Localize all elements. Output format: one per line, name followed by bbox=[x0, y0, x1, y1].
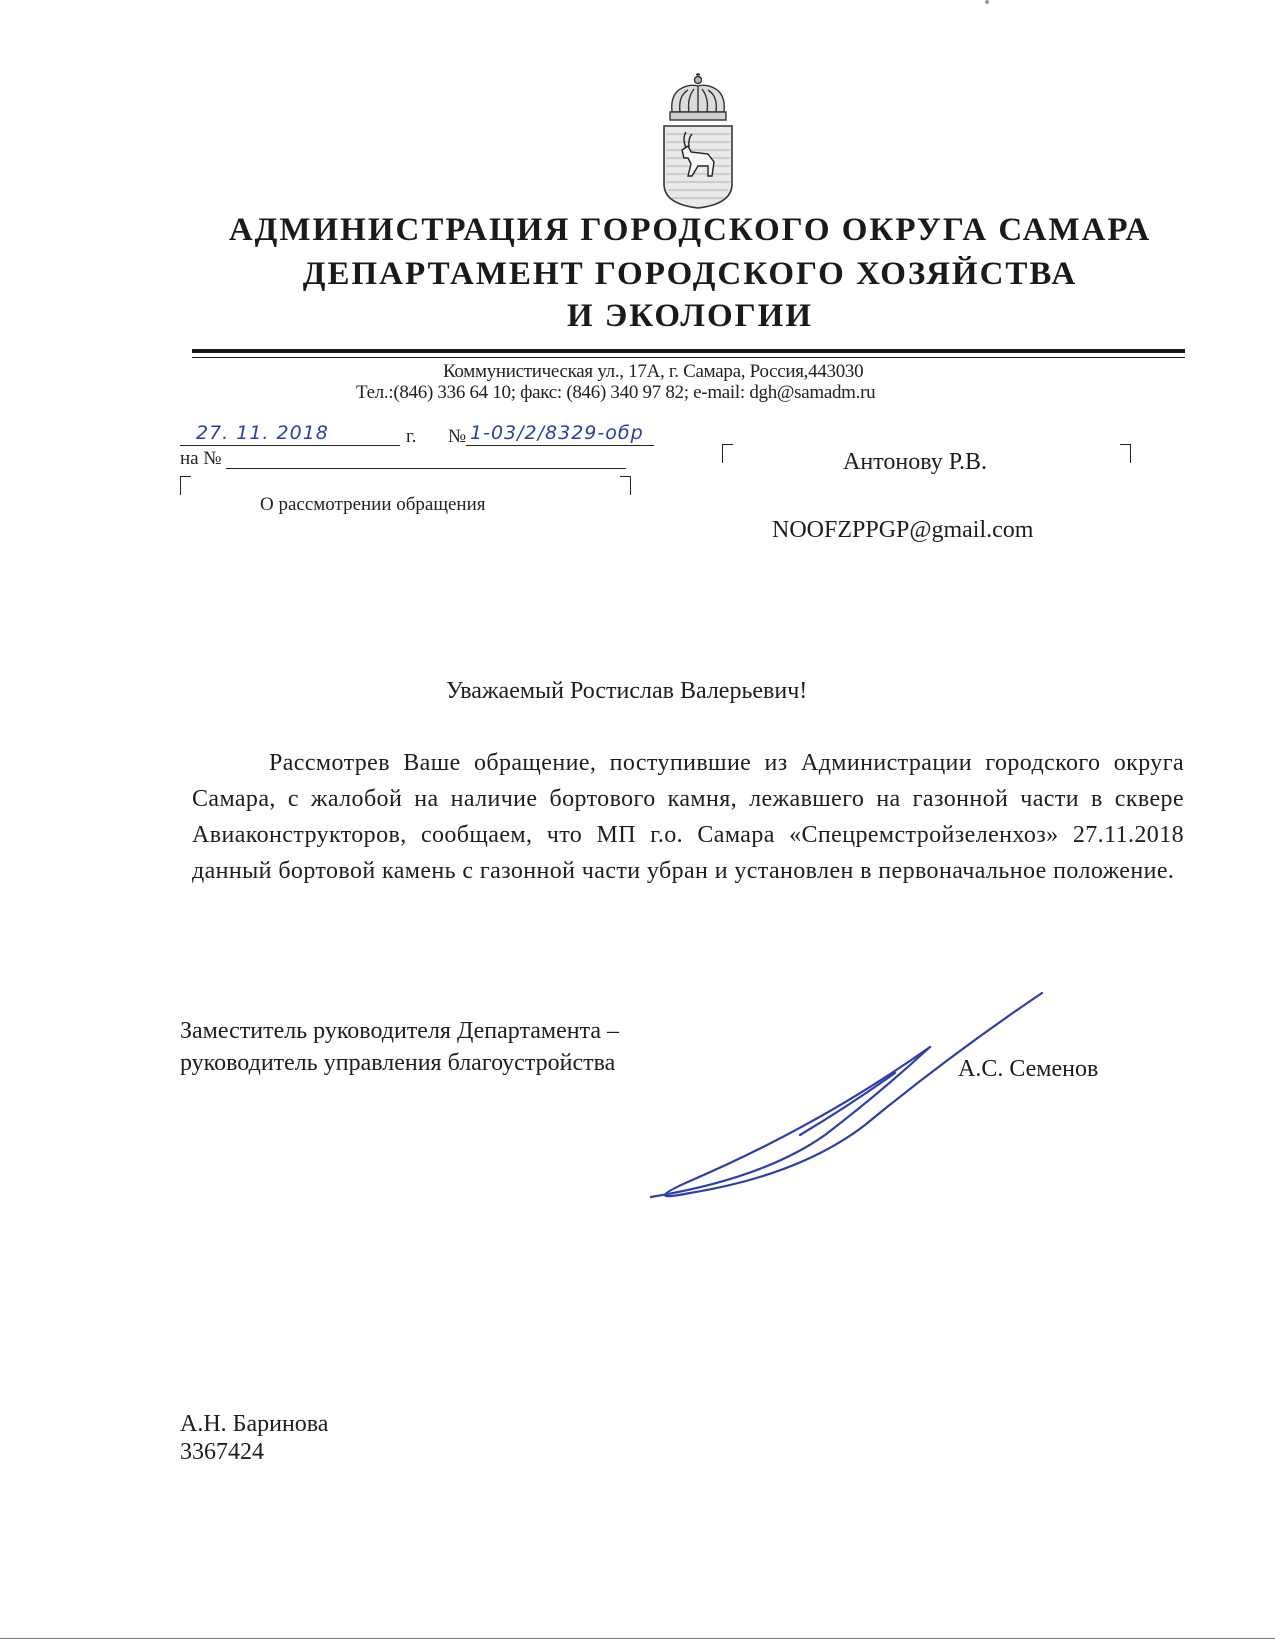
subject-bracket-right bbox=[620, 476, 631, 495]
registration-date-handwritten: 27. 11. 2018 bbox=[196, 422, 329, 444]
organization-address: Коммунистическая ул., 17А, г. Самара, Россия,443030 bbox=[443, 361, 864, 382]
recipient-name: Антонову Р.В. bbox=[843, 449, 988, 475]
registration-number-prefix: № bbox=[448, 426, 467, 447]
organization-name-line-3: И ЭКОЛОГИИ bbox=[566, 298, 814, 334]
organization-name-line-1: АДМИНИСТРАЦИЯ ГОРОДСКОГО ОКРУГА САМАРА bbox=[228, 212, 1152, 248]
registration-number-handwritten: 1-03/2/8329-обр bbox=[470, 422, 644, 444]
scan-bottom-edge bbox=[0, 1638, 1275, 1639]
organization-contacts: Тел.:(846) 336 64 10; факс: (846) 340 97 82; e-mail: dgh@samadm.ru bbox=[356, 382, 876, 403]
salutation: Уважаемый Ростислав Валерьевич! bbox=[446, 678, 808, 704]
handwritten-signature bbox=[650, 985, 1100, 1255]
samara-coat-of-arms-icon bbox=[658, 72, 738, 210]
signatory-name: А.С. Семенов bbox=[958, 1056, 1099, 1082]
subject-bracket-left bbox=[180, 476, 191, 495]
recipient-bracket-right bbox=[1120, 444, 1131, 463]
signatory-title-line-1: Заместитель руководителя Департамента – bbox=[180, 1018, 620, 1044]
recipient-bracket-left bbox=[722, 444, 733, 463]
executor-name: А.Н. Баринова bbox=[180, 1411, 329, 1437]
number-underline bbox=[466, 445, 654, 446]
letter-subject: О рассмотрении обращения bbox=[260, 494, 486, 515]
letter-body: Рассмотрев Ваше обращение, поступившие из Администрации городского округа Самара, с жалобой на наличие бортового камня, лежавшего на газонной части в сквере Авиаконструкторов, сообщаем, что МП г.о. Самара «Спецремстройзеленхоз» 27.11.2018 данный бортовой камень с газонной части убран и установлен в первоначальное положение. bbox=[192, 750, 1184, 884]
signatory-title-line-2: руководитель управления благоустройства bbox=[180, 1050, 616, 1076]
header-divider-thin bbox=[192, 357, 1185, 358]
reference-label: на № bbox=[180, 448, 222, 469]
recipient-email: NOOFZPPGP@gmail.com bbox=[772, 517, 1034, 543]
reference-underline bbox=[226, 468, 626, 469]
date-underline bbox=[180, 445, 400, 446]
executor-phone: 3367424 bbox=[180, 1439, 264, 1465]
organization-name-line-2: ДЕПАРТАМЕНТ ГОРОДСКОГО ХОЗЯЙСТВА bbox=[302, 256, 1078, 292]
scan-speck bbox=[985, 0, 989, 4]
registration-year-suffix: г. bbox=[406, 426, 417, 447]
header-divider-thick bbox=[192, 349, 1185, 353]
